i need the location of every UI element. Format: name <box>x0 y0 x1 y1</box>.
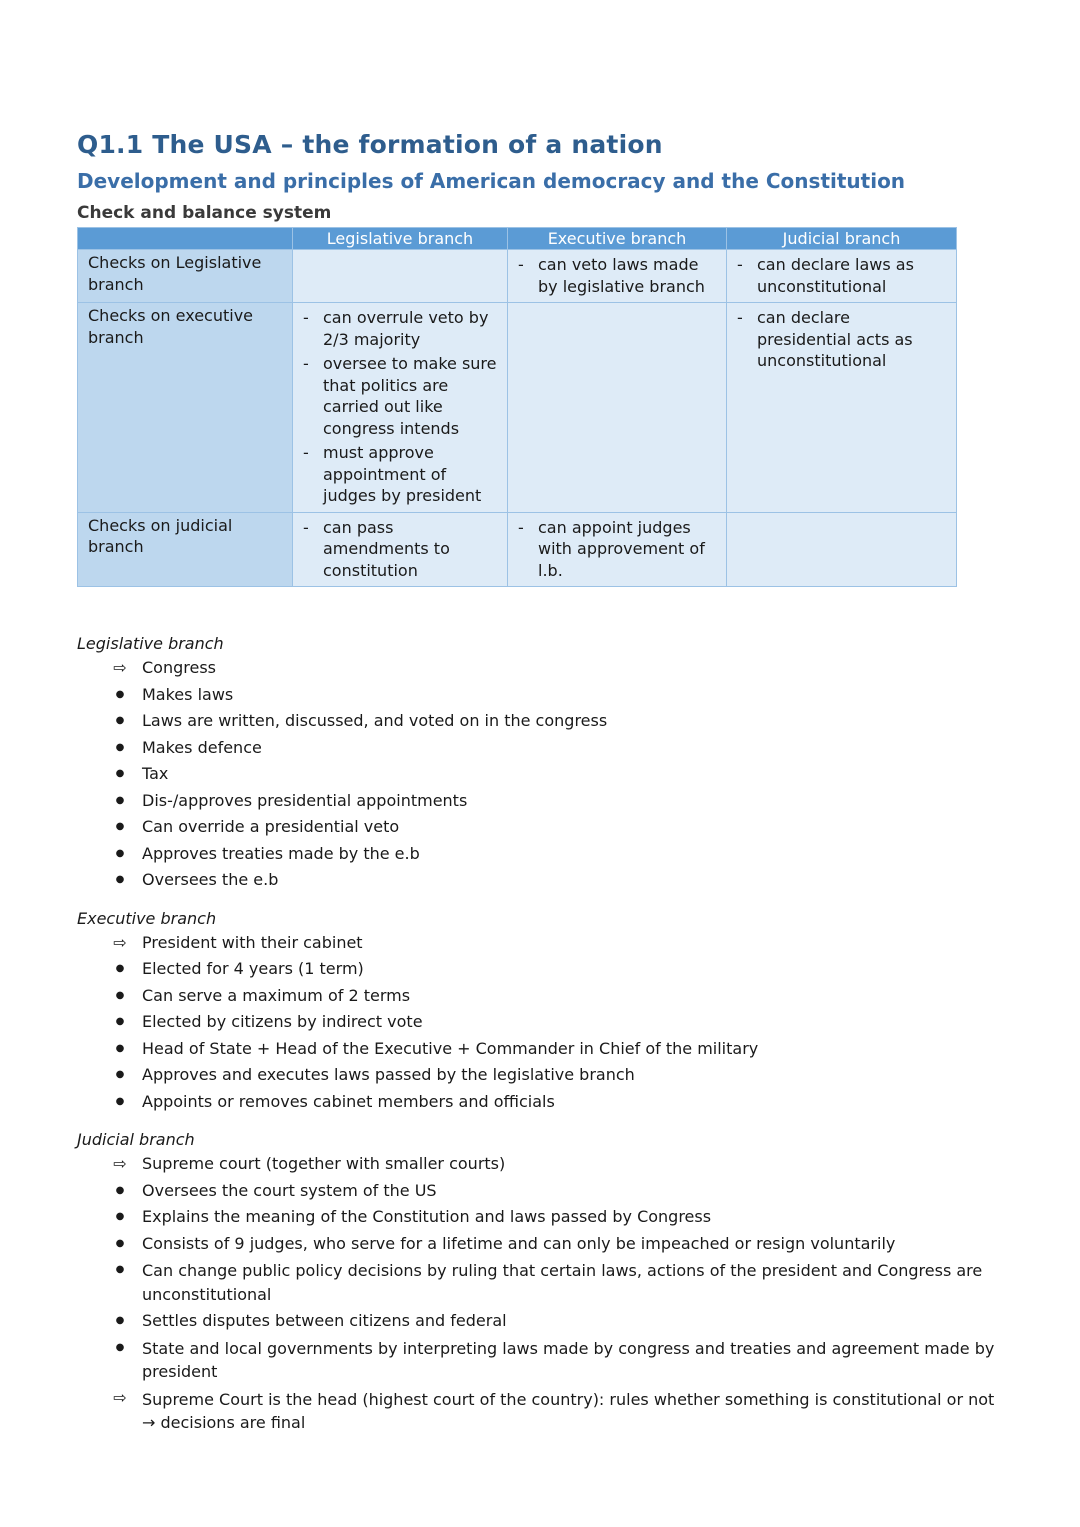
list-item-text: Congress <box>142 658 216 677</box>
bullet-icon: ● <box>115 794 125 806</box>
bullet-icon: ● <box>115 1184 125 1196</box>
bullet-list-item <box>77 1089 1007 1116</box>
list-item-text: Appoints or removes cabinet members and officials <box>142 1091 555 1111</box>
bullet-icon: ● <box>115 1237 125 1249</box>
table-row <box>78 303 957 513</box>
bullet-icon: ● <box>115 1264 125 1275</box>
list-item-text: State and local governments by interpreting laws made by congress and treaties and agreement made by president <box>142 1338 995 1381</box>
arrow-list-item <box>77 1386 1007 1437</box>
row-header: Checks on Legislative branch <box>78 250 293 303</box>
bullet-icon: ● <box>115 874 125 885</box>
bullet-list-item <box>77 708 1007 735</box>
list-item-text: Can override a presidential veto <box>142 817 400 836</box>
list-item-text: Laws are written, discussed, and voted on in the congress <box>142 711 608 730</box>
section-judicial-branch <box>77 1129 1007 1437</box>
bullet-list-item <box>77 1308 1007 1335</box>
list-item-text: Can serve a maximum of 2 terms <box>142 985 411 1005</box>
bullet-list-item <box>77 1178 1007 1205</box>
bullet-list-item <box>77 1009 1007 1036</box>
table-header-row <box>78 228 957 250</box>
bullet-list-item <box>77 841 1007 868</box>
bullet-icon: ● <box>115 1211 125 1222</box>
bullet-icon: ● <box>115 989 125 1001</box>
arrow-icon: ⇨ <box>113 1154 127 1173</box>
section-title: Judicial branch <box>77 1130 195 1149</box>
bullet-icon: ● <box>115 1016 125 1027</box>
arrow-icon: ⇨ <box>113 1387 127 1407</box>
bullet-icon: ● <box>115 1069 125 1080</box>
page-title: Q1.1 The USA – the formation of a nation <box>77 130 663 159</box>
cell-list-item: - must approve appointment of judges by president <box>303 442 499 507</box>
list-item-text: Supreme court (together with smaller courts) <box>142 1154 506 1173</box>
bullet-list-item <box>77 814 1007 841</box>
table-cell-executive <box>508 303 727 513</box>
arrow-list-item <box>77 1151 1007 1178</box>
page-subtitle: Development and principles of American democracy and the Constitution <box>77 169 906 193</box>
list-item-text: Supreme Court is the head (highest court of the country): rules whether something is constitutional or not → decisions are final <box>142 1389 995 1432</box>
cell-list-item: - can pass amendments to constitution <box>303 517 499 582</box>
list-item-text: Dis-/approves presidential appointments <box>142 790 468 810</box>
bullet-icon: ● <box>115 1042 125 1054</box>
cell-list-item: - can overrule veto by 2/3 majority <box>303 307 499 350</box>
table-cell-executive <box>508 512 727 587</box>
check-and-balance-table <box>77 227 957 587</box>
list-item-text: Elected by citizens by indirect vote <box>142 1012 423 1031</box>
row-header: Checks on executive branch <box>78 303 293 513</box>
row-header: Checks on judicial branch <box>78 512 293 587</box>
section-executive-branch <box>77 908 1007 1116</box>
section-title: Executive branch <box>77 908 217 928</box>
list-item-text: Makes laws <box>142 684 234 704</box>
table-cell-judicial <box>727 303 957 513</box>
cell-list-item: - can appoint judges with approvement of l.b. <box>518 517 718 582</box>
bullet-icon: ● <box>115 821 125 832</box>
cell-list-item: - can declare presidential acts as unconstitutional <box>737 307 948 372</box>
bullet-icon: ● <box>115 1315 125 1326</box>
branch-sections <box>77 633 1007 1437</box>
list-item-text: Tax <box>142 764 169 783</box>
bullet-icon: ● <box>115 963 125 974</box>
bullet-list-item <box>77 1335 1007 1386</box>
bullet-icon: ● <box>115 847 125 859</box>
bullet-list-item <box>77 735 1007 762</box>
bullet-icon: ● <box>115 741 125 753</box>
list-item-text: Approves treaties made by the e.b <box>142 843 420 863</box>
table-cell-legislative <box>293 512 508 587</box>
section-legislative-branch <box>77 633 1007 894</box>
bullet-icon: ● <box>115 768 125 779</box>
bullet-icon: ● <box>115 688 125 700</box>
list-item-text: Consists of 9 judges, who serve for a lifetime and can only be impeached or resign voluntarily <box>142 1233 896 1253</box>
document-page <box>77 128 1007 1437</box>
bullet-icon: ● <box>115 1095 125 1107</box>
arrow-list-item <box>77 930 1007 957</box>
bullet-list-item <box>77 682 1007 709</box>
cell-list-item: - oversee to make sure that politics are carried out like congress intends <box>303 353 499 439</box>
list-item-text: Can change public policy decisions by ruling that certain laws, actions of the president and Congress are unconstitutional <box>142 1261 983 1304</box>
bullet-list-item <box>77 788 1007 815</box>
arrow-icon: ⇨ <box>113 658 127 677</box>
arrow-icon: ⇨ <box>113 932 127 952</box>
table-cell-judicial <box>727 512 957 587</box>
column-header: Legislative branch <box>293 228 508 250</box>
table-cell-judicial <box>727 250 957 303</box>
cell-list-item: - can veto laws made by legislative branch <box>518 254 718 297</box>
bullet-list-item <box>77 761 1007 788</box>
list-item-text: Oversees the e.b <box>142 870 279 889</box>
list-item-text: President with their cabinet <box>142 932 363 952</box>
column-header: Executive branch <box>508 228 727 250</box>
list-item-text: Elected for 4 years (1 term) <box>142 959 364 978</box>
bullet-list-item <box>77 956 1007 983</box>
list-item-text: Makes defence <box>142 737 262 757</box>
list-item-text: Settles disputes between citizens and federal <box>142 1311 507 1330</box>
list-item-text: Approves and executes laws passed by the legislative branch <box>142 1065 635 1084</box>
table-header-corner <box>78 228 293 250</box>
list-item-text: Oversees the court system of the US <box>142 1180 437 1200</box>
bullet-list-item <box>77 1257 1007 1308</box>
cell-list-item: - can declare laws as unconstitutional <box>737 254 948 297</box>
section-title: Legislative branch <box>77 634 224 653</box>
bullet-icon: ● <box>115 1341 125 1353</box>
arrow-list-item <box>77 655 1007 682</box>
list-item-text: Explains the meaning of the Constitution and laws passed by Congress <box>142 1207 712 1226</box>
bullet-list-item <box>77 983 1007 1010</box>
bullet-list-item <box>77 867 1007 894</box>
bullet-list-item <box>77 1036 1007 1063</box>
table-row <box>78 512 957 587</box>
table-cell-legislative <box>293 250 508 303</box>
column-header: Judicial branch <box>727 228 957 250</box>
table-cell-legislative <box>293 303 508 513</box>
table-cell-executive <box>508 250 727 303</box>
table-heading: Check and balance system <box>77 203 332 223</box>
bullet-icon: ● <box>115 715 125 726</box>
table-row <box>78 250 957 303</box>
bullet-list-item <box>77 1204 1007 1231</box>
bullet-list-item <box>77 1062 1007 1089</box>
bullet-list-item <box>77 1231 1007 1258</box>
list-item-text: Head of State + Head of the Executive + Commander in Chief of the military <box>142 1038 759 1058</box>
